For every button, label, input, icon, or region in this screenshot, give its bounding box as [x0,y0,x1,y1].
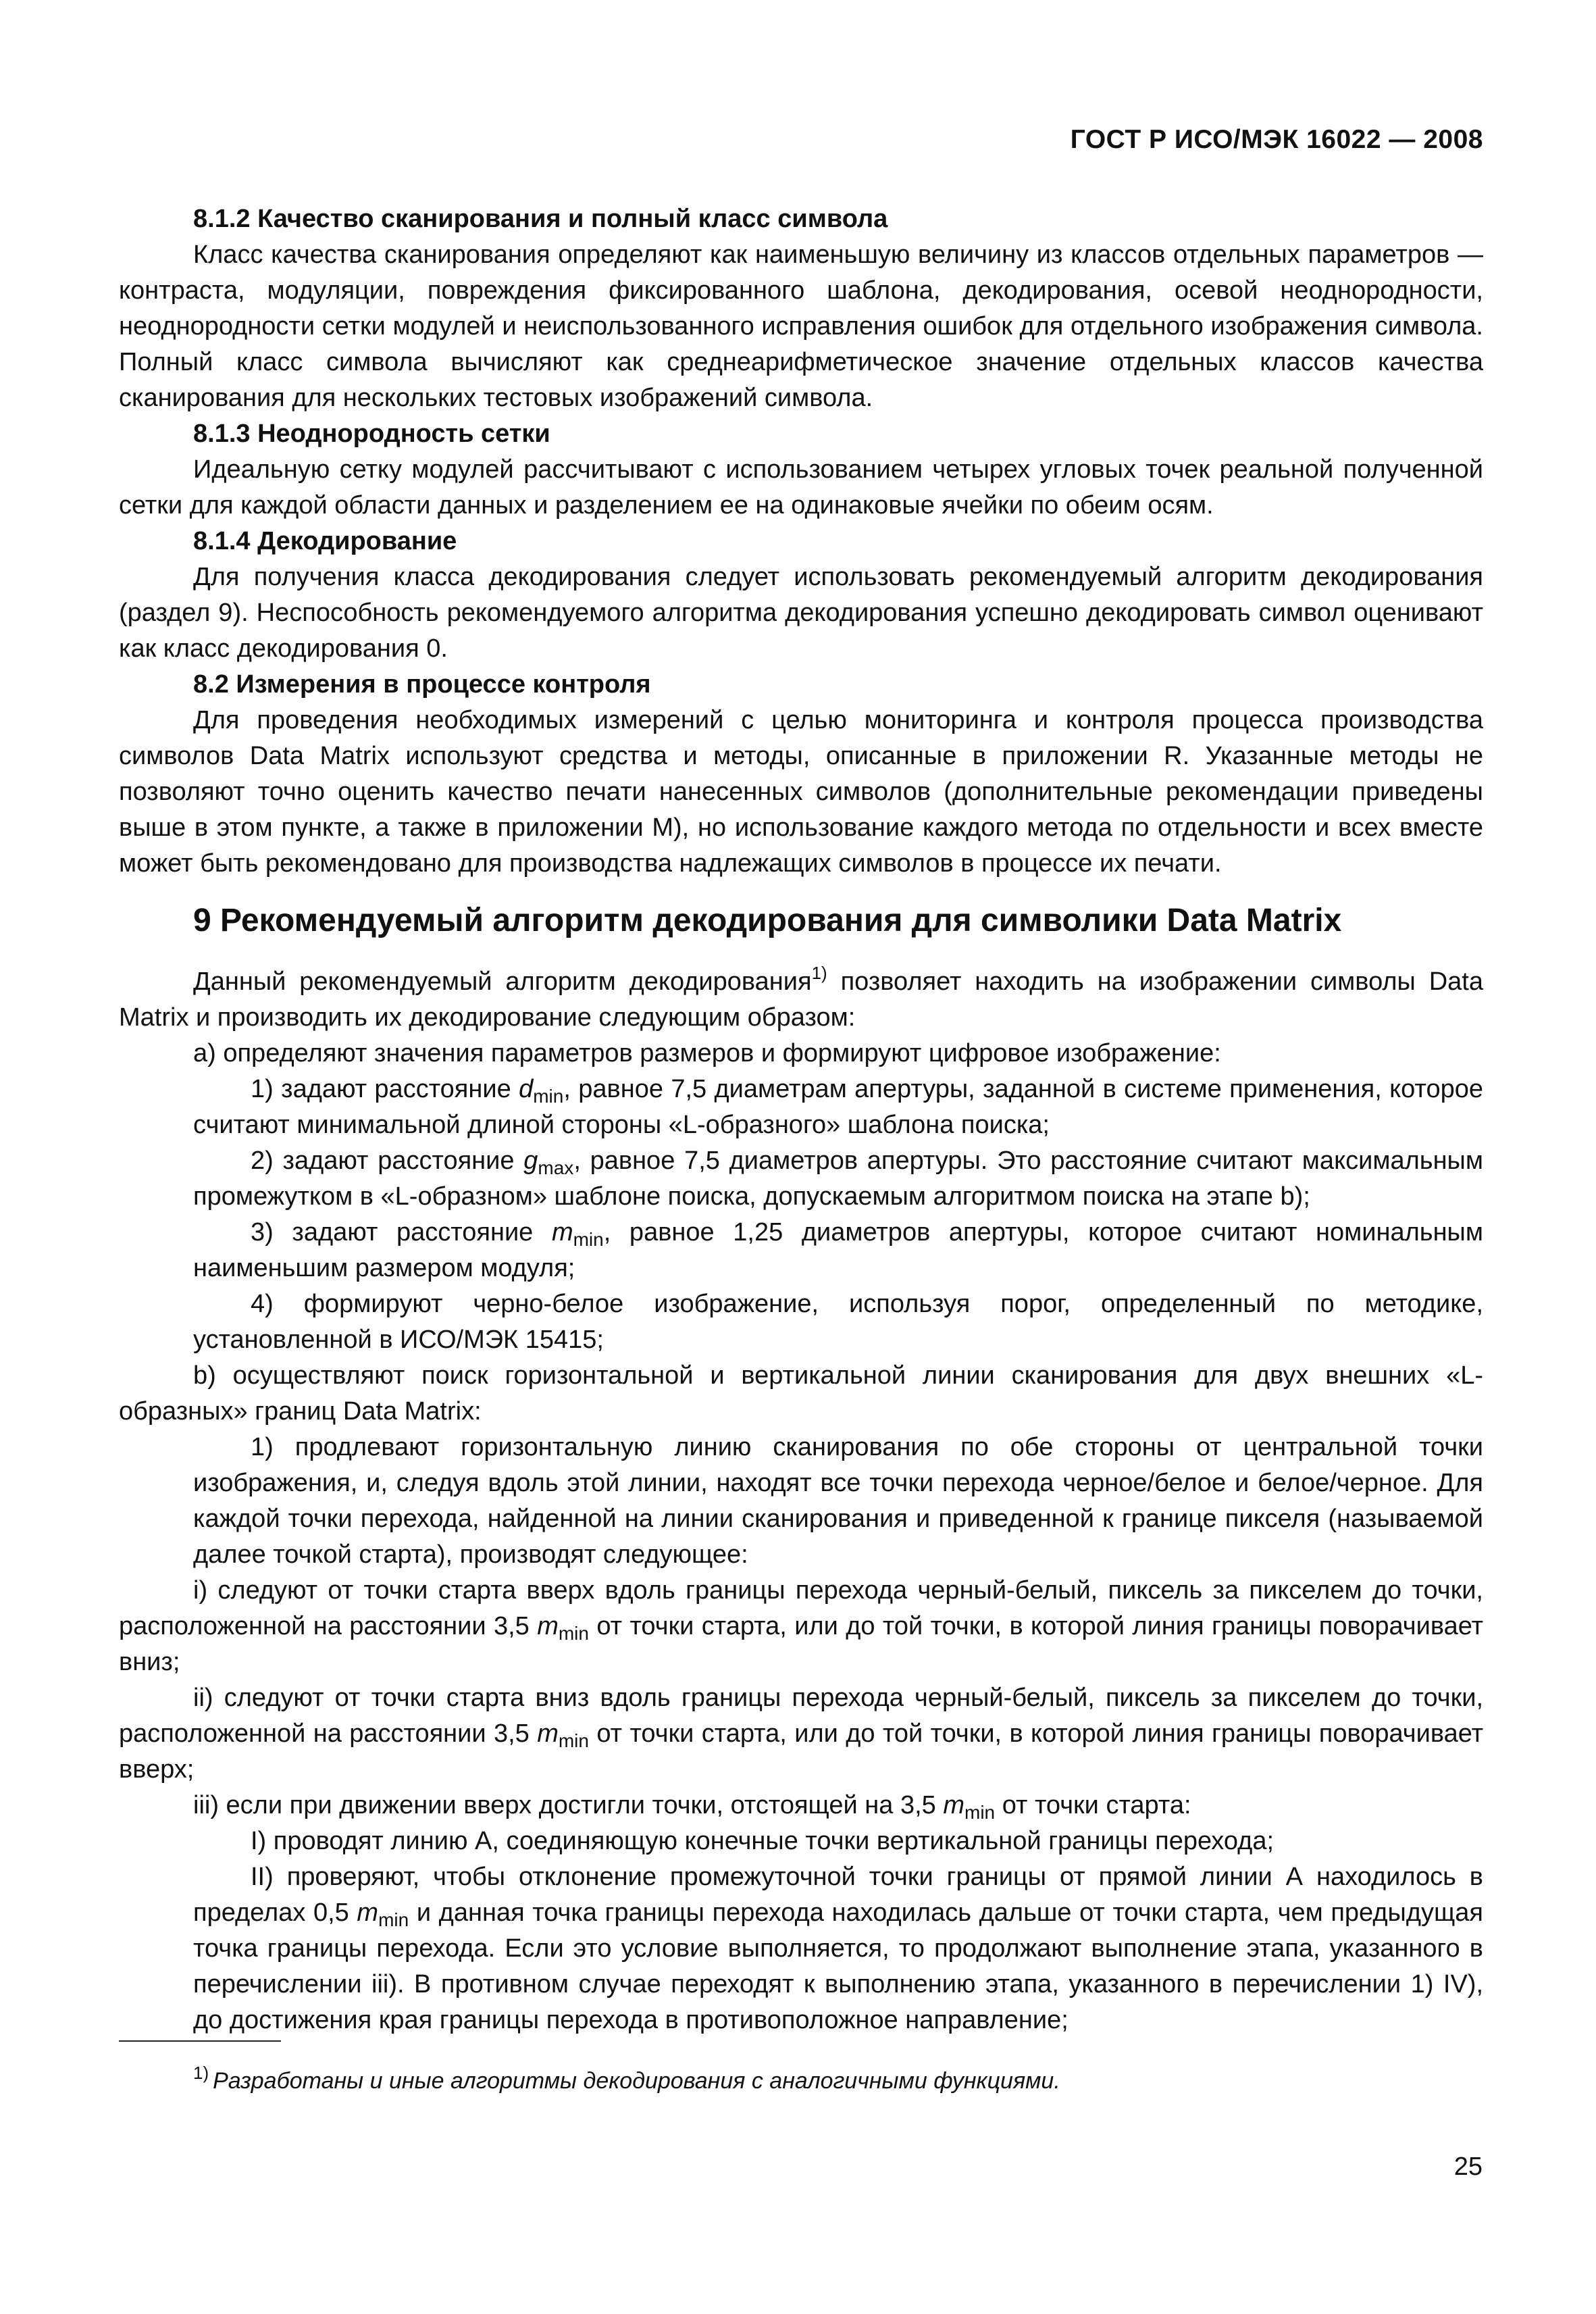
list-item-b1: 1) продлевают горизонтальную линию сканирования по обе стороны от центральной точки изображения, и, следуя вдоль этой линии, находят все точки перехода черное/белое и белое/черное. Для каждой точки перехода, найденной на линии сканирования и приведенной к границе пикселя (называемой далее точкой старта), производят следующее: [193,1433,1483,1569]
paragraph-8-1-2: Класс качества сканирования определяют как наименьшую величину из классов отдельных параметров — контраста, модуляции, повреждения фиксированного шаблона, декодирования, осевой неоднородности, неоднородности сетки модулей и неиспользованного исправления ошибок для отдельного изображения символа. Полный класс символа вычисляют как среднеарифметическое значение отдельных классов качества сканирования для нескольких тестовых изображений символа. [119,241,1483,412]
math-variable: m [551,1218,573,1247]
paragraph-8-2: Для проведения необходимых измерений с целью мониторинга и контроля процесса производства символов Data Matrix используют средства и методы, описанные в приложении R. Указанные методы не позволяют точно оценить качество печати нанесенных символов (дополнительные рекомендации приведены выше в этом пункте, а также в приложении М), но использование каждого метода по отдельности и всех вместе может быть рекомендовано для производства надлежащих символов в процессе их печати. [119,706,1483,878]
page-body [119,201,1483,2038]
subsection-heading-8-1-3: 8.1.3 Неоднородность сетки [193,420,550,448]
footnote-text: Разработаны и иные алгоритмы декодирования с аналогичными функциями. [213,2068,1060,2094]
footnote-divider [119,2040,281,2042]
list-item-b-I: I) проводят линию А, соединяющую конечные точки вертикальной границы перехода; [251,1827,1275,1855]
footnote-reference: 1) [811,963,827,983]
subsection-heading-8-2: 8.2 Измерения в процессе контроля [193,670,651,699]
math-variable: m [943,1791,965,1819]
paragraph-8-1-4: Для получения класса декодирования следует использовать рекомендуемый алгоритм декодирования (раздел 9). Неспособность рекомендуемого алгоритма декодирования успешно декодировать символ оценивают как класс декодирования 0. [119,563,1483,663]
paragraph-9-intro: Данный рекомендуемый алгоритм декодирования$^{1)}$ позволяет находить на изображении символы Data Matrix и производить их декодирование следующим образом: [119,963,1483,1032]
math-variable: m [357,1898,379,1927]
list-item-b-i: i) следуют от точки старта вверх вдоль границы перехода черный-белый, пиксель за пикселем до точки, расположенной на расстоянии 3,5 $m_{min}$ от точки старта, или до той точки, в которой линия границы поворачивает вниз; [119,1576,1483,1676]
math-variable: d [519,1075,534,1103]
page-number: 25 [1453,2153,1483,2181]
list-item-a2: 2) задают расстояние $g_{max}$, равное 7,5 диаметров апертуры. Это расстояние считают максимальным промежутком в «L-образном» шаблоне поиска, допускаемым алгоритмом поиска на этапе b); [193,1147,1483,1211]
list-item-a3: 3) задают расстояние $m_{min}$, равное 1,25 диаметров апертуры, которое считают номинальным наименьшим размером модуля; [193,1218,1483,1282]
math-variable: g [523,1147,538,1175]
footnote [193,2057,1060,2096]
section-heading-9: 9 Рекомендуемый алгоритм декодирования для символики Data Matrix [193,903,1342,938]
list-item-a4: 4) формируют черно-белое изображение, используя порог, определенный по методике, установленной в ИСО/МЭК 15415; [193,1290,1483,1354]
list-item-b-iii: iii) если при движении вверх достигли точки, отстоящей на 3,5 $m_{min}$ от точки старта: [193,1791,1191,1823]
running-header: ГОСТ Р ИСО/МЭК 16022 — 2008 [1070,125,1483,154]
list-item-b-ii: ii) следуют от точки старта вниз вдоль границы перехода черный-белый, пиксель за пикселем до точки, расположенной на расстоянии 3,5 $m_{min}$ от точки старта, или до той точки, в которой линия границы поворачивает вверх; [119,1684,1483,1784]
math-variable: m [537,1719,559,1748]
subsection-heading-8-1-4: 8.1.4 Декодирование [193,527,457,555]
list-item-b: b) осуществляют поиск горизонтальной и вертикальной линии сканирования для двух внешних «L-образных» границ Data Matrix: [119,1361,1483,1426]
subsection-heading-8-1-2: 8.1.2 Качество сканирования и полный класс символа [193,205,888,233]
list-item-b-II: II) проверяют, чтобы отклонение промежуточной точки границы от прямой линии А находилось в пределах 0,5 $m_{min}$ и данная точка границы перехода находилась дальше от точки старта, чем предыдущая точка границы перехода. Если это условие выполняется, то продолжают выполнение этапа, указанного в перечислении iii). В противном случае переходят к выполнению этапа, указанного в перечислении 1) IV), до достижения края границы перехода в противоположное направление; [193,1863,1483,2034]
list-item-a: а) определяют значения параметров размеров и формируют цифровое изображение: [193,1039,1221,1067]
paragraph-8-1-3: Идеальную сетку модулей рассчитывают с использованием четырех угловых точек реальной полученной сетки для каждой области данных и разделением ее на одинаковые ячейки по обеим осям. [119,455,1483,520]
math-variable: m [537,1612,559,1640]
footnote-mark: 1) [193,2063,209,2083]
list-item-a1: 1) задают расстояние $d_{min}$, равное 7,5 диаметрам апертуры, заданной в системе применения, которое считают минимальной длиной стороны «L-образного» шаблона поиска; [193,1075,1483,1139]
